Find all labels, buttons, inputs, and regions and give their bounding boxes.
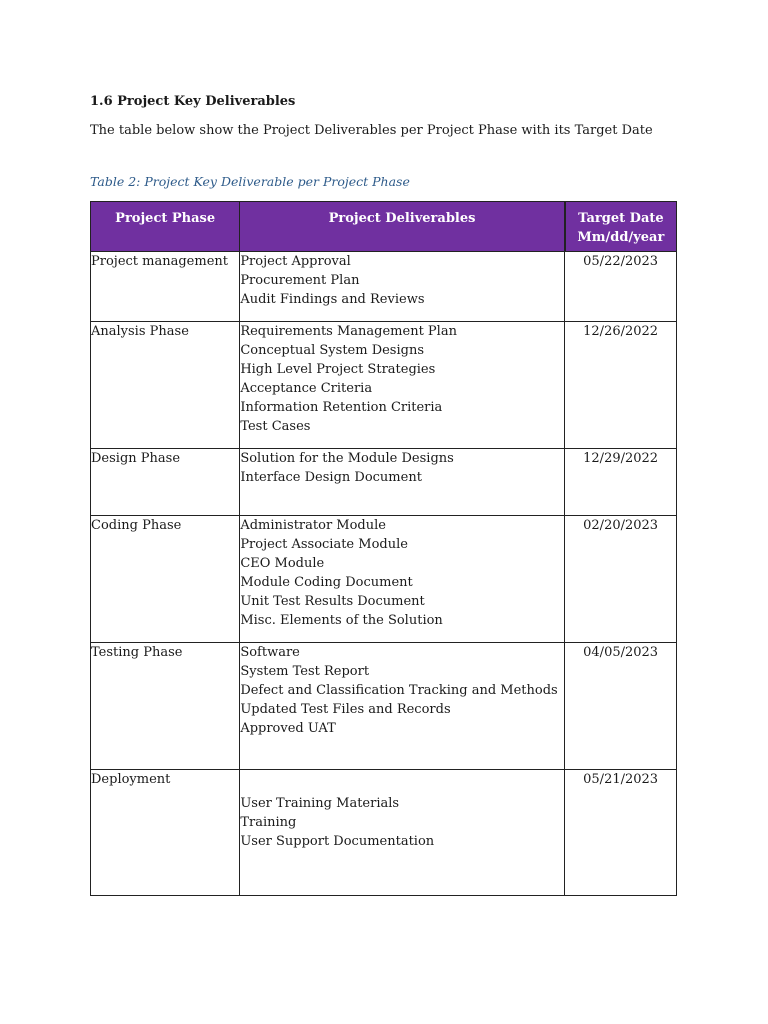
deliverables-cell <box>240 449 565 516</box>
deliverable-item: Procurement Plan <box>240 273 360 288</box>
deliverable-item: System Test Report <box>240 664 370 679</box>
deliverable-item: Defect and Classification Tracking and Methods <box>240 683 558 698</box>
deliverable-item: Module Coding Document <box>240 575 413 590</box>
deliverable-item: Software <box>240 645 300 660</box>
section-heading: 1.6 Project Key Deliverables <box>90 94 296 109</box>
header-project-deliverables: Project Deliverables <box>240 202 565 252</box>
deliverable-item: Updated Test Files and Records <box>240 702 451 717</box>
deliverables-cell <box>240 322 565 449</box>
deliverable-item: Approved UAT <box>240 721 336 736</box>
header-target-date <box>565 202 677 252</box>
deliverable-item: Acceptance Criteria <box>240 381 373 396</box>
deliverable-item: Test Cases <box>240 419 311 434</box>
header-target-date-label: Target Date <box>578 211 664 226</box>
target-date-cell: 12/29/2022 <box>565 449 677 516</box>
target-date-cell: 12/26/2022 <box>565 322 677 449</box>
phase-cell: Design Phase <box>91 449 240 516</box>
header-row <box>91 202 677 252</box>
table-row <box>91 770 677 896</box>
phase-cell: Analysis Phase <box>91 322 240 449</box>
table-row <box>91 449 677 516</box>
deliverables-cell <box>240 252 565 322</box>
target-date-cell: 04/05/2023 <box>565 643 677 770</box>
deliverable-item: Solution for the Module Designs <box>240 451 454 466</box>
deliverable-item: Information Retention Criteria <box>240 400 443 415</box>
deliverables-cell <box>240 516 565 643</box>
phase-cell: Deployment <box>91 770 240 896</box>
table-header <box>91 202 677 252</box>
header-project-phase: Project Phase <box>91 202 240 252</box>
deliverables-table <box>90 201 677 896</box>
deliverable-item: Interface Design Document <box>240 470 422 485</box>
target-date-cell: 02/20/2023 <box>565 516 677 643</box>
phase-cell: Coding Phase <box>91 516 240 643</box>
table-row <box>91 252 677 322</box>
deliverables-cell <box>240 643 565 770</box>
phase-cell: Testing Phase <box>91 643 240 770</box>
deliverable-item: CEO Module <box>240 556 325 571</box>
table-row <box>91 322 677 449</box>
deliverable-item: Unit Test Results Document <box>240 594 425 609</box>
table-row <box>91 643 677 770</box>
table-body <box>91 252 677 896</box>
deliverable-item: Conceptual System Designs <box>240 343 425 358</box>
header-date-format: Mm/dd/year <box>577 230 665 245</box>
deliverable-item: Requirements Management Plan <box>240 324 457 339</box>
deliverables-cell <box>240 770 565 896</box>
deliverable-item: Administrator Module <box>240 518 386 533</box>
target-date-cell: 05/22/2023 <box>565 252 677 322</box>
deliverable-item: High Level Project Strategies <box>240 362 436 377</box>
deliverable-item: Project Approval <box>240 254 351 269</box>
deliverable-item: Audit Findings and Reviews <box>240 292 425 307</box>
deliverable-item: Project Associate Module <box>240 537 408 552</box>
phase-cell: Project management <box>91 252 240 322</box>
target-date-cell: 05/21/2023 <box>565 770 677 896</box>
deliverable-item: User Support Documentation <box>240 834 435 849</box>
deliverable-item: Training <box>240 815 297 830</box>
intro-text: The table below show the Project Deliverables per Project Phase with its Target Date <box>90 123 653 138</box>
table-row <box>91 516 677 643</box>
table-caption: Table 2: Project Key Deliverable per Project Phase <box>90 174 410 189</box>
deliverable-item: Misc. Elements of the Solution <box>240 613 443 628</box>
deliverable-item: User Training Materials <box>240 796 400 811</box>
